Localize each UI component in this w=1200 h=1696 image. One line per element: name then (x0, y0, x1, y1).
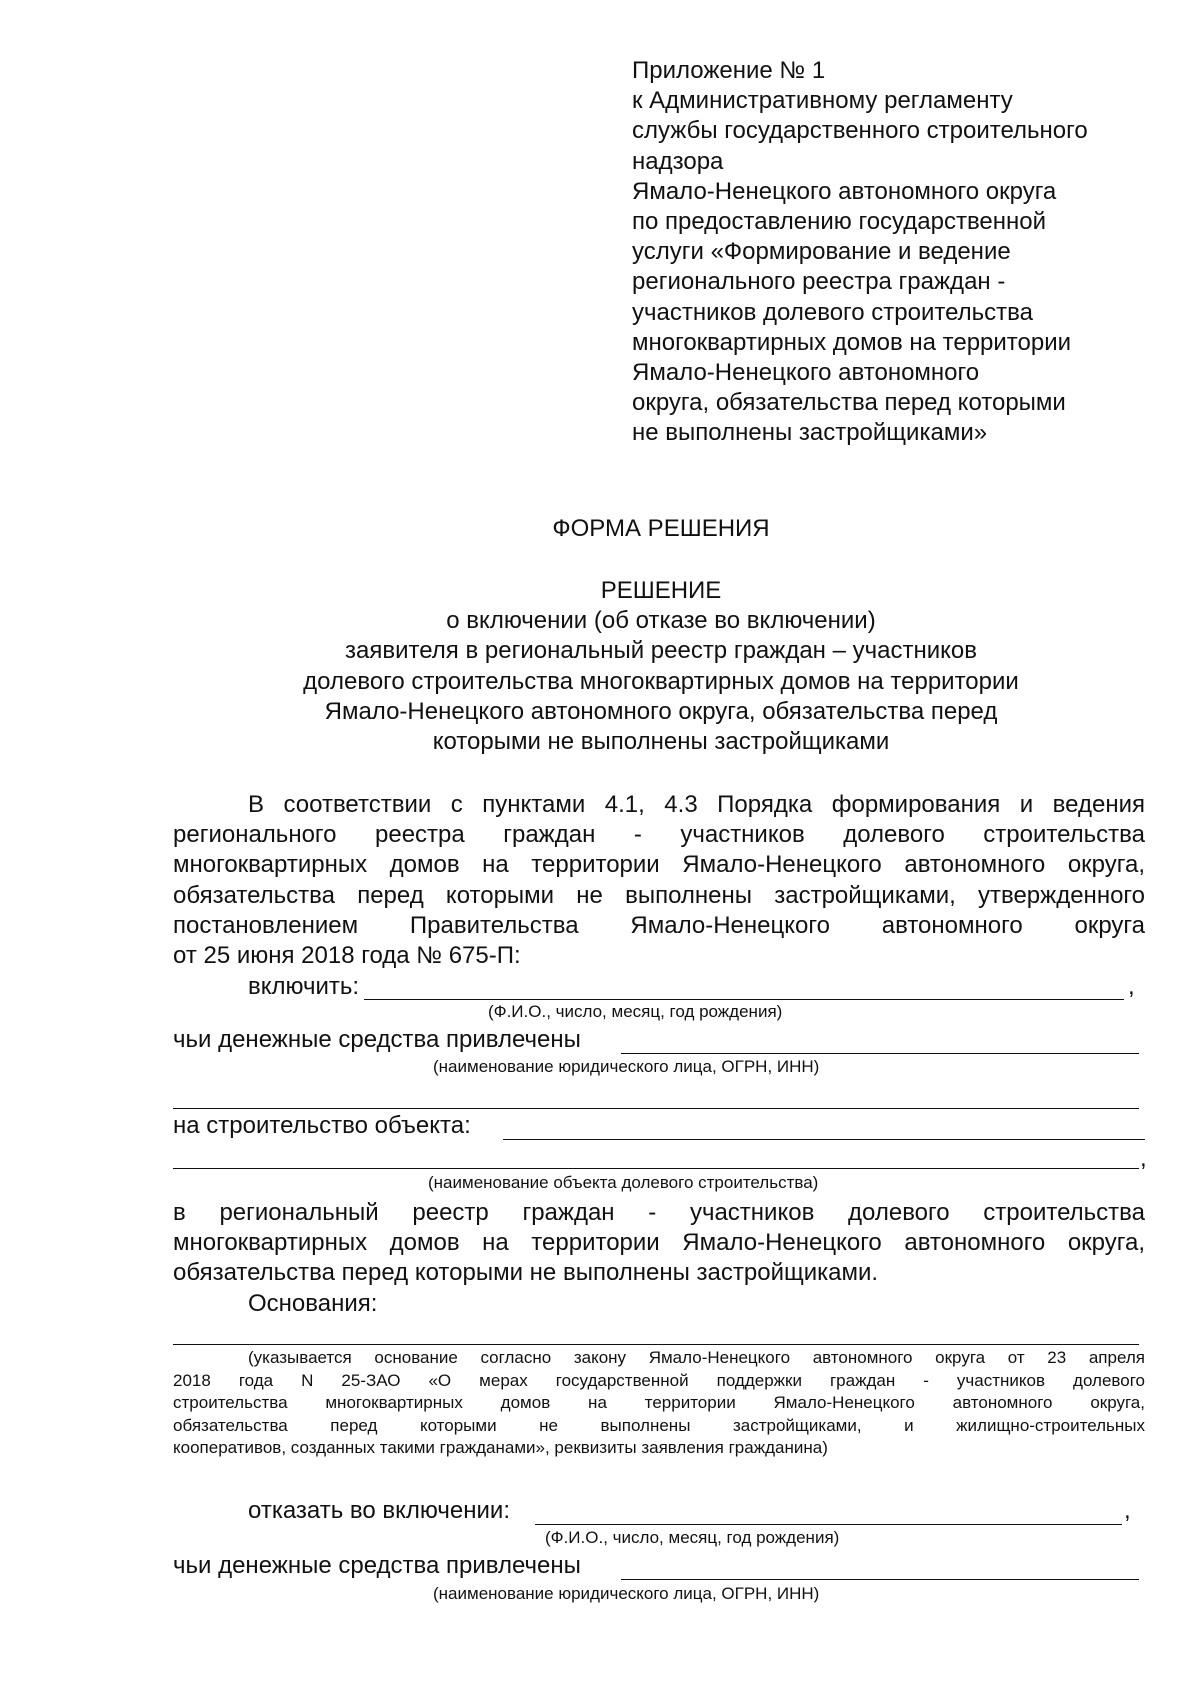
grounds-note-line: 2018 года N 25-ЗАО «О мерах государственной поддержки граждан - участников долевого (173, 1370, 1145, 1390)
grounds-note-line: строительства многоквартирных домов на территории Ямало-Ненецкого автономного округа, (173, 1393, 1145, 1412)
preamble-line: от 25 июня 2018 года № 675-П: (173, 941, 521, 969)
preamble-line: В соответствии с пунктами 4.1, 4.3 Порядка формирования и ведения (248, 791, 1145, 818)
refuse-label: отказать во включении: (248, 1497, 510, 1524)
funds-entity-field-refuse[interactable] (621, 1579, 1139, 1580)
refuse-caption: (Ф.И.О., число, месяц, год рождения) (545, 1528, 840, 1547)
include-trailing-comma: , (1128, 973, 1135, 1000)
funds-entity-field-continuation[interactable] (173, 1108, 1139, 1109)
appendix-line: участников долевого строительства (632, 298, 1033, 326)
preamble-line: обязательства перед которыми не выполнены застройщиками, утвержденного (173, 881, 1145, 909)
funds-label: чьи денежные средства привлечены (173, 1026, 581, 1053)
object-caption: (наименование объекта долевого строительства) (428, 1173, 819, 1192)
refuse-name-field[interactable] (535, 1524, 1122, 1525)
decision-subtitle-line: долевого строительства многоквартирных домов на территории (303, 667, 1019, 695)
decision-title: РЕШЕНИЕ (600, 577, 722, 604)
appendix-line: к Административному регламенту (632, 87, 1013, 115)
registry-line: многоквартирных домов на территории Ямало-Ненецкого автономного округа, (173, 1229, 1145, 1257)
object-name-field[interactable] (503, 1139, 1145, 1140)
appendix-line: службы государственного строительного (632, 117, 1088, 145)
grounds-label: Основания: (248, 1290, 378, 1317)
funds-entity-field[interactable] (621, 1053, 1139, 1054)
funds-caption: (наименование юридического лица, ОГРН, ИНН) (433, 1057, 820, 1076)
appendix-line: по предоставлению государственной (632, 208, 1047, 236)
funds-caption-refuse: (наименование юридического лица, ОГРН, ИНН) (433, 1584, 820, 1603)
object-label: на строительство объекта: (173, 1112, 471, 1139)
object-name-field-continuation[interactable] (173, 1168, 1139, 1169)
appendix-line: Приложение № 1 (632, 57, 826, 84)
object-trailing-comma: , (1140, 1145, 1147, 1172)
appendix-header (632, 56, 1088, 449)
grounds-field[interactable] (173, 1344, 1139, 1345)
appendix-line: услуги «Формирование и ведение (632, 238, 1011, 266)
grounds-note-line: обязательства перед которыми не выполнены застройщиками, и жилищно-строительных (173, 1415, 1145, 1435)
decision-subtitle-line: Ямало-Ненецкого автономного округа, обязательства перед (324, 697, 998, 725)
appendix-line: Ямало-Ненецкого автономного округа (632, 177, 1057, 205)
decision-subtitle-line: о включении (об отказе во включении) (446, 607, 876, 635)
funds-label-refuse: чьи денежные средства привлечены (173, 1552, 581, 1579)
grounds-note-line: кооперативов, созданных такими гражданами», реквизиты заявления гражданина) (173, 1438, 828, 1457)
registry-line: в региональный реестр граждан - участников долевого строительства (173, 1199, 1145, 1226)
decision-subtitle-line: которыми не выполнены застройщиками (432, 728, 890, 756)
appendix-line: Ямало-Ненецкого автономного (632, 359, 980, 387)
appendix-line: многоквартирных домов на территории (632, 328, 1072, 356)
decision-subtitle-line: заявителя в региональный реестр граждан – участников (345, 637, 977, 665)
preamble-line: постановлением Правительства Ямало-Ненецкого автономного округа (173, 911, 1145, 939)
preamble-line: регионального реестра граждан - участников долевого строительства (173, 821, 1145, 849)
registry-line: обязательства перед которыми не выполнены застройщиками. (173, 1259, 879, 1287)
refuse-trailing-comma: , (1124, 1497, 1131, 1524)
preamble-paragraph (173, 790, 1145, 971)
appendix-line: не выполнены застройщиками» (632, 419, 988, 447)
include-caption: (Ф.И.О., число, месяц, год рождения) (488, 1002, 783, 1021)
grounds-note-line: (указывается основание согласно закону Ямало-Ненецкого автономного округа от 23 апреля (248, 1348, 1145, 1367)
include-name-field[interactable] (364, 999, 1124, 1000)
preamble-line: многоквартирных домов на территории Ямало-Ненецкого автономного округа, (173, 851, 1145, 879)
include-label: включить: (248, 973, 360, 1000)
grounds-note (173, 1347, 1145, 1460)
appendix-line: округа, обязательства перед которыми (632, 389, 1066, 417)
registry-paragraph (173, 1198, 1145, 1289)
decision-heading (0, 576, 1200, 757)
appendix-line: надзора (632, 147, 724, 175)
appendix-line: регионального реестра граждан - (632, 268, 1006, 296)
form-title: ФОРМА РЕШЕНИЯ (552, 515, 770, 542)
